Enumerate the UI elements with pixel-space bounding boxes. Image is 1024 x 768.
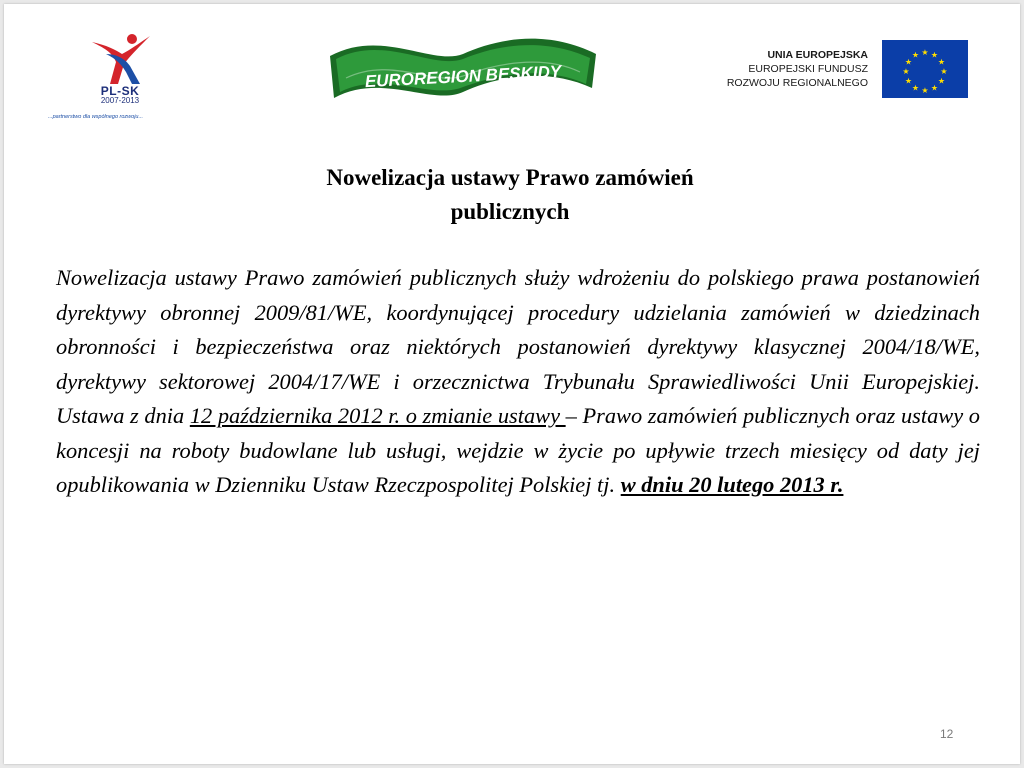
slide [4, 4, 1020, 764]
plsk-motto: ...partnerstwo dla wspólnego rozwoju... [48, 114, 144, 120]
body-text-part1: Nowelizacja ustawy Prawo zamówień publicznych służy wdrożeniu do polskiego prawa postanowień dyrektywy obronnej 2009/81/WE, koordynującej procedury udzielania zamówień w dziedzinach obronności i bezpieczeństwa oraz niektórych postanowień dyrektywy klasycznej 2004/18/WE, dyrektywy sektorowej 2004/17/WE i orzecznictwa Trybunału Sprawiedliwości Unii Europejskiej. Ustawa z dnia [56, 265, 980, 428]
eu-line-regional: ROZWOJU REGIONALNEGO [726, 77, 868, 89]
euroregion-logo [322, 32, 604, 119]
eu-logo-text [727, 48, 868, 90]
page-number: 12 [940, 727, 954, 741]
plsk-title: PL-SK [100, 84, 140, 98]
svg-text:★: ★ [921, 48, 929, 57]
slide-title-line2: publicznych [450, 199, 570, 224]
svg-text:★: ★ [904, 76, 913, 86]
eu-line-fund: EUROPEJSKI FUNDUSZ [748, 63, 868, 75]
svg-text:★: ★ [911, 50, 920, 60]
svg-text:★: ★ [930, 83, 939, 93]
body-text-part2: – Prawo zamówień publicznych oraz ustawy o koncesji na roboty budowlane lub usługi, wejdzie w życie po upływie trzech miesięcy od daty jej opublikowania w Dzienniku Ustaw Rzeczpospolitej Polskiej tj. [56, 403, 980, 497]
slide-title-line1: Nowelizacja ustawy Prawo zamówień [326, 165, 694, 190]
euroregion-logo-text: EUROREGION BESKIDY [364, 61, 562, 92]
eu-logo [704, 38, 972, 98]
svg-text:★: ★ [904, 57, 913, 67]
slide-body [56, 261, 980, 503]
svg-text:★: ★ [937, 76, 946, 86]
eu-line-union: UNIA EUROPEJSKA [767, 49, 868, 61]
svg-text:★: ★ [937, 57, 946, 67]
svg-text:★: ★ [902, 67, 910, 76]
svg-text:★: ★ [940, 67, 948, 76]
eu-flag-icon [882, 40, 968, 98]
plsk-figure-icon [86, 32, 154, 86]
body-underlined-act-date: 12 października 2012 r. o zmianie ustawy [189, 403, 566, 428]
svg-text:★: ★ [911, 83, 920, 93]
svg-text:★: ★ [930, 50, 939, 60]
svg-text:★: ★ [921, 86, 929, 95]
plsk-logo [50, 32, 190, 132]
plsk-years: 2007-2013 [100, 96, 140, 105]
slide-title [204, 161, 816, 229]
body-effective-date: w dniu 20 lutego 2013 r. [620, 472, 844, 497]
